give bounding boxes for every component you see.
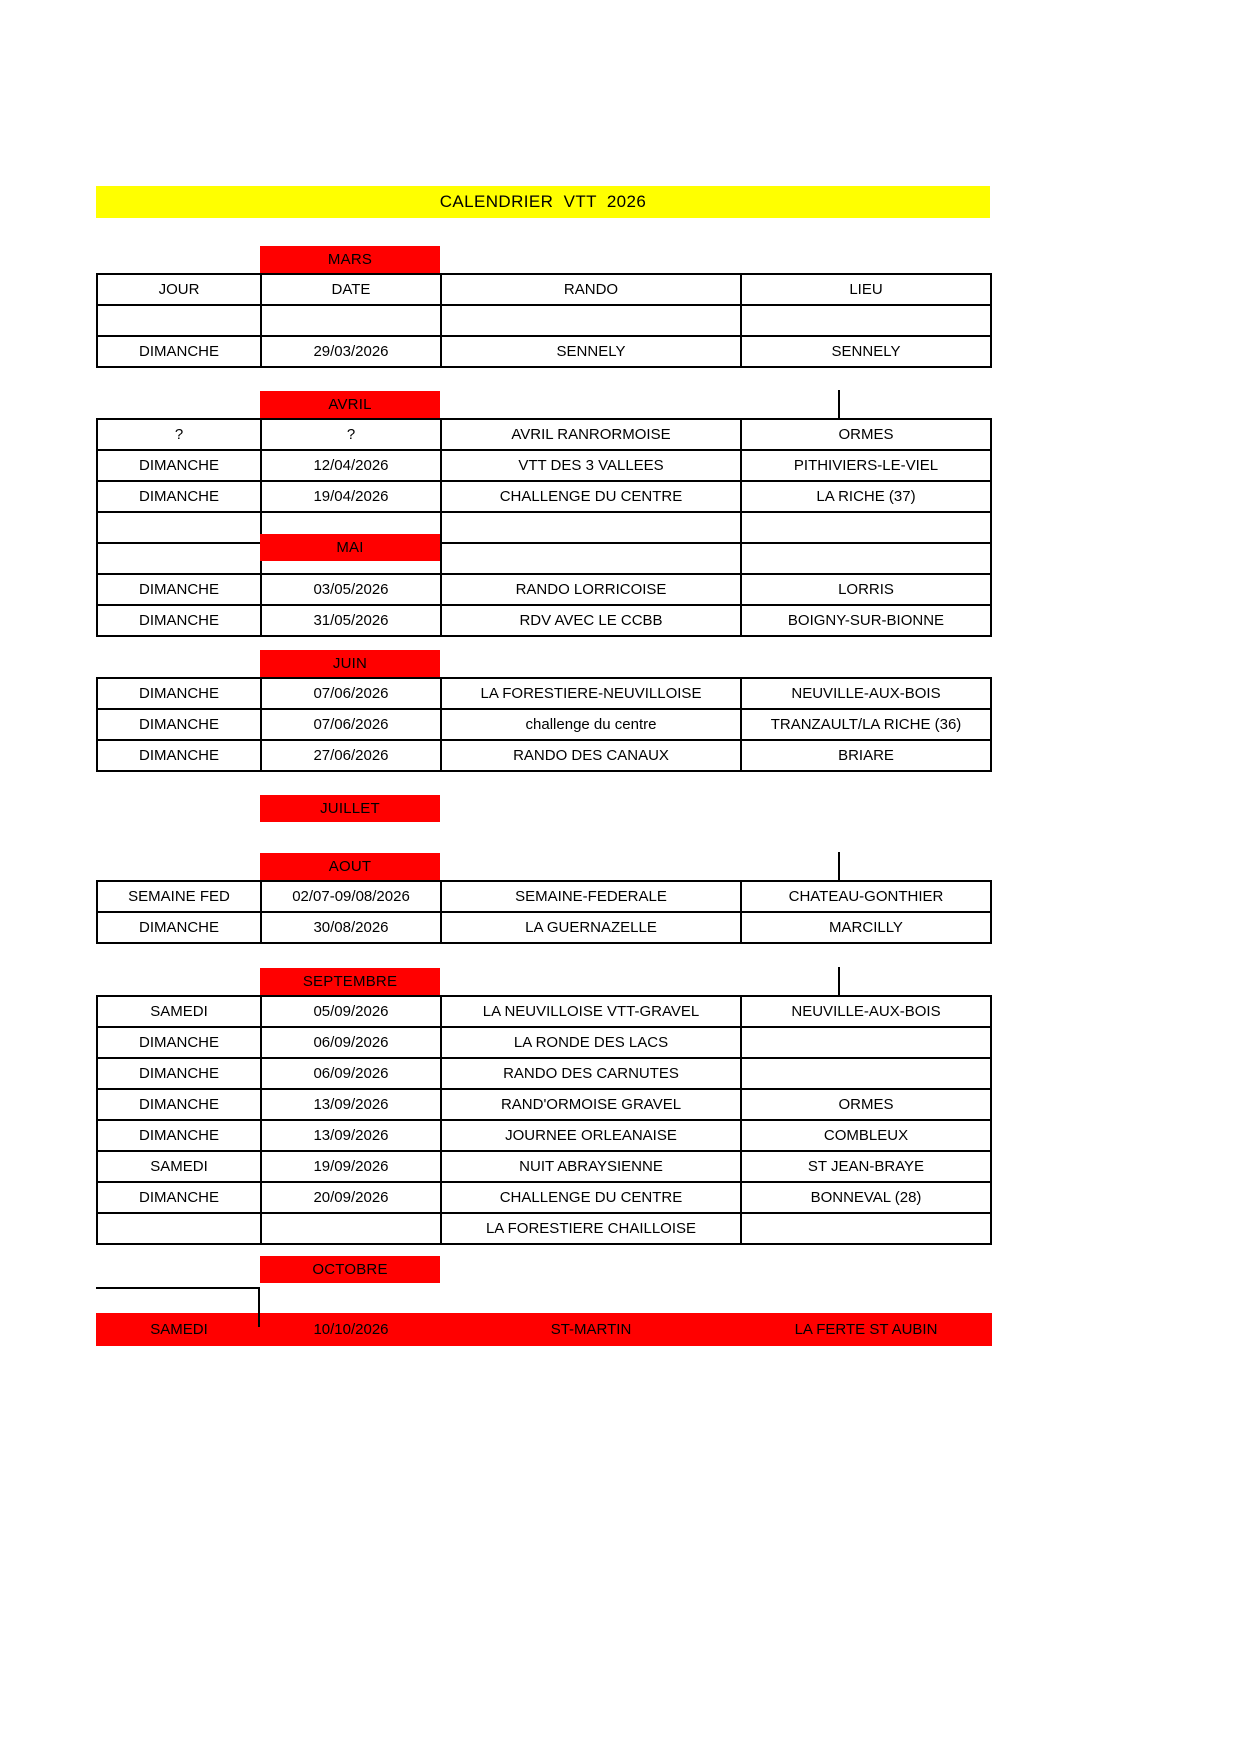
table-mars: [96, 273, 992, 368]
cell-lieu: TRANZAULT/LA RICHE (36): [741, 709, 991, 740]
month-label-mars: MARS: [327, 251, 373, 268]
month-label-aout: AOUT: [328, 858, 372, 875]
month-label-septembre: SEPTEMBRE: [302, 973, 398, 990]
cell-jour: SAMEDI: [97, 996, 261, 1027]
table-row: [97, 1120, 991, 1151]
table-row: [97, 1213, 991, 1244]
cell-date: 27/06/2026: [261, 740, 441, 771]
divider-tick-septembre: [838, 967, 840, 996]
cell-rando: SENNELY: [441, 336, 741, 367]
cell-rando: AVRIL RANRORMOISE: [441, 419, 741, 450]
cell-rando: LA GUERNAZELLE: [441, 912, 741, 943]
month-tag-juin: [260, 650, 440, 677]
cell-date: 07/06/2026: [261, 709, 441, 740]
cell-rando: RANDO DES CANAUX: [441, 740, 741, 771]
cell-lieu: [741, 305, 991, 336]
cell-rando: RDV AVEC LE CCBB: [441, 605, 741, 636]
cell-jour: [97, 543, 261, 574]
cell-lieu: BOIGNY-SUR-BIONNE: [741, 605, 991, 636]
cell-lieu: [741, 1213, 991, 1244]
table-row: [97, 305, 991, 336]
cell-lieu: NEUVILLE-AUX-BOIS: [741, 678, 991, 709]
table-row: [97, 1182, 991, 1213]
divider-tick-avril: [838, 390, 840, 419]
cell-date: 13/09/2026: [261, 1120, 441, 1151]
cell-lieu: NEUVILLE-AUX-BOIS: [741, 996, 991, 1027]
month-label-mai: MAI: [336, 539, 364, 556]
cell-date: 20/09/2026: [261, 1182, 441, 1213]
cell-date: 06/09/2026: [261, 1058, 441, 1089]
cell-jour: DIMANCHE: [97, 481, 261, 512]
cell-lieu: LA RICHE (37): [741, 481, 991, 512]
table-row: [97, 740, 991, 771]
column-header-jour: JOUR: [97, 274, 261, 305]
table-row: [97, 1151, 991, 1182]
cell-date: 02/07-09/08/2026: [261, 881, 441, 912]
cell-lieu: [741, 1058, 991, 1089]
month-tag-juillet: [260, 795, 440, 822]
cell-rando: LA FORESTIERE CHAILLOISE: [441, 1213, 741, 1244]
cell-rando: RANDO LORRICOISE: [441, 574, 741, 605]
column-header-lieu: LIEU: [741, 274, 991, 305]
table-row: [97, 1027, 991, 1058]
table-juin: [96, 677, 992, 772]
table-row-month-mai: [97, 543, 991, 574]
cell-lieu: LORRIS: [741, 574, 991, 605]
cell-jour: [97, 305, 261, 336]
cell-jour: [97, 512, 261, 543]
table-row: [97, 481, 991, 512]
column-header-date: DATE: [261, 274, 441, 305]
table-row-header: [97, 274, 991, 305]
cell-date: 13/09/2026: [261, 1089, 441, 1120]
cell-rando: CHALLENGE DU CENTRE: [441, 481, 741, 512]
table-row: [97, 881, 991, 912]
cell-lieu: SENNELY: [741, 336, 991, 367]
month-tag-aout: [260, 853, 440, 880]
cell-lieu: [741, 543, 991, 574]
cell-lieu: ORMES: [741, 419, 991, 450]
column-header-rando: RANDO: [441, 274, 741, 305]
table-septembre: [96, 995, 992, 1245]
cell-jour: DIMANCHE: [97, 1027, 261, 1058]
cell-jour: SEMAINE FED: [97, 881, 261, 912]
table-avril-mai: [96, 418, 992, 637]
month-label-octobre: OCTOBRE: [312, 1261, 388, 1278]
divider-tick-octobre: [258, 1287, 260, 1327]
cell-date: ?: [261, 419, 441, 450]
month-tag-octobre: [260, 1256, 440, 1283]
cell-date: 29/03/2026: [261, 336, 441, 367]
cell-lieu: PITHIVIERS-LE-VIEL: [741, 450, 991, 481]
month-tag-avril: [260, 391, 440, 418]
cell-date: 30/08/2026: [261, 912, 441, 943]
table-row: [97, 605, 991, 636]
table-row: [97, 1058, 991, 1089]
cell-date: 19/09/2026: [261, 1151, 441, 1182]
month-label-avril: AVRIL: [328, 396, 372, 413]
cell-date: 31/05/2026: [261, 605, 441, 636]
cell-jour: ?: [97, 419, 261, 450]
cell-lieu: BRIARE: [741, 740, 991, 771]
table-row: [97, 678, 991, 709]
cell-jour: DIMANCHE: [97, 740, 261, 771]
cell-rando: LA FORESTIERE-NEUVILLOISE: [441, 678, 741, 709]
cell-jour: DIMANCHE: [97, 450, 261, 481]
divider-line-octobre: [96, 1287, 260, 1289]
month-tag-septembre: [260, 968, 440, 995]
table-row: [97, 1089, 991, 1120]
cell-jour: DIMANCHE: [97, 336, 261, 367]
cell-rando: [441, 305, 741, 336]
cell-date: [261, 1213, 441, 1244]
month-label-juillet: JUILLET: [320, 800, 380, 817]
table-row: [97, 512, 991, 543]
cell-rando: SEMAINE-FEDERALE: [441, 881, 741, 912]
page-title-banner: [96, 186, 990, 218]
cell-jour: SAMEDI: [97, 1151, 261, 1182]
cell-lieu: LA FERTE ST AUBIN: [741, 1314, 991, 1345]
table-row: [97, 996, 991, 1027]
cell-rando: RANDO DES CARNUTES: [441, 1058, 741, 1089]
cell-jour: DIMANCHE: [97, 912, 261, 943]
cell-date: 12/04/2026: [261, 450, 441, 481]
table-row: [97, 336, 991, 367]
table-octobre: [96, 1313, 992, 1346]
cell-lieu: CHATEAU-GONTHIER: [741, 881, 991, 912]
table-row: [97, 450, 991, 481]
cell-rando: LA RONDE DES LACS: [441, 1027, 741, 1058]
cell-rando: JOURNEE ORLEANAISE: [441, 1120, 741, 1151]
month-label-juin: JUIN: [332, 655, 368, 672]
cell-date: 06/09/2026: [261, 1027, 441, 1058]
month-tag-mai: [260, 534, 440, 561]
cell-jour: DIMANCHE: [97, 1089, 261, 1120]
cell-jour: DIMANCHE: [97, 1120, 261, 1151]
cell-date: 07/06/2026: [261, 678, 441, 709]
cell-jour: DIMANCHE: [97, 605, 261, 636]
cell-rando: CHALLENGE DU CENTRE: [441, 1182, 741, 1213]
table-row-highlighted: [97, 1314, 991, 1345]
cell-rando: [441, 543, 741, 574]
cell-jour: [97, 1213, 261, 1244]
cell-lieu: ST JEAN-BRAYE: [741, 1151, 991, 1182]
cell-lieu: MARCILLY: [741, 912, 991, 943]
table-aout: [96, 880, 992, 944]
cell-date: [261, 305, 441, 336]
table-row: [97, 574, 991, 605]
cell-jour: DIMANCHE: [97, 1182, 261, 1213]
cell-rando: RAND'ORMOISE GRAVEL: [441, 1089, 741, 1120]
cell-jour: DIMANCHE: [97, 1058, 261, 1089]
cell-lieu: ORMES: [741, 1089, 991, 1120]
cell-date: 05/09/2026: [261, 996, 441, 1027]
cell-rando: challenge du centre: [441, 709, 741, 740]
month-tag-mars: [260, 246, 440, 273]
cell-rando: VTT DES 3 VALLEES: [441, 450, 741, 481]
cell-rando: NUIT ABRAYSIENNE: [441, 1151, 741, 1182]
cell-jour: DIMANCHE: [97, 574, 261, 605]
cell-lieu: COMBLEUX: [741, 1120, 991, 1151]
cell-date: 19/04/2026: [261, 481, 441, 512]
cell-jour: DIMANCHE: [97, 678, 261, 709]
page-title: CALENDRIER VTT 2026: [439, 192, 647, 211]
cell-rando: [441, 512, 741, 543]
table-row: [97, 912, 991, 943]
divider-tick-aout: [838, 852, 840, 881]
cell-date: 03/05/2026: [261, 574, 441, 605]
cell-rando: ST-MARTIN: [441, 1314, 741, 1345]
table-row: [97, 709, 991, 740]
cell-date: 10/10/2026: [261, 1314, 441, 1345]
cell-jour: DIMANCHE: [97, 709, 261, 740]
cell-jour: SAMEDI: [97, 1314, 261, 1345]
table-row: [97, 419, 991, 450]
cell-lieu: [741, 512, 991, 543]
cell-rando: LA NEUVILLOISE VTT-GRAVEL: [441, 996, 741, 1027]
cell-lieu: BONNEVAL (28): [741, 1182, 991, 1213]
cell-lieu: [741, 1027, 991, 1058]
